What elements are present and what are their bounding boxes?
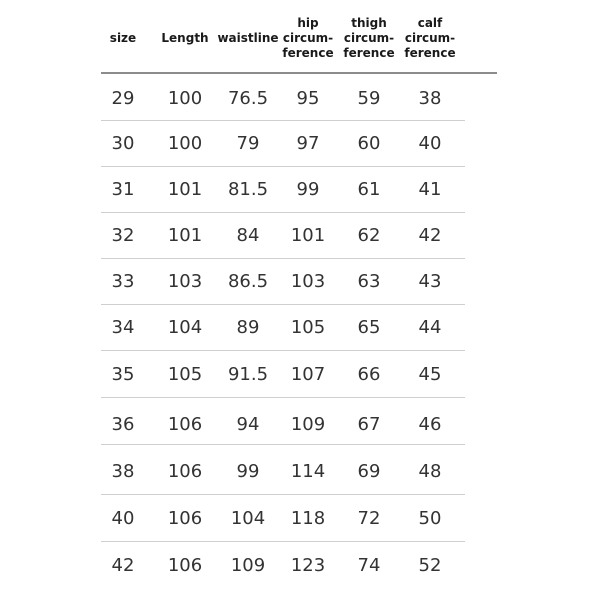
cell-calf-circumference: 45 bbox=[418, 364, 442, 385]
table-row bbox=[0, 496, 600, 542]
cell-calf-circumference: 52 bbox=[418, 555, 442, 576]
cell-length: 105 bbox=[167, 364, 203, 385]
cell-hip-circumference: 105 bbox=[290, 317, 326, 338]
table-row bbox=[0, 352, 600, 398]
cell-hip-circumference: 107 bbox=[290, 364, 326, 385]
cell-waistline: 94 bbox=[236, 414, 260, 435]
row-divider bbox=[101, 494, 465, 495]
cell-calf-circumference: 43 bbox=[418, 271, 442, 292]
cell-thigh-circumference: 67 bbox=[357, 414, 381, 435]
cell-waistline: 89 bbox=[236, 317, 260, 338]
cell-length: 100 bbox=[167, 88, 203, 109]
cell-thigh-circumference: 62 bbox=[357, 225, 381, 246]
header-line: circum- bbox=[404, 31, 456, 45]
cell-size: 40 bbox=[111, 508, 135, 529]
cell-size: 34 bbox=[111, 317, 135, 338]
row-divider bbox=[101, 304, 465, 305]
cell-calf-circumference: 46 bbox=[418, 414, 442, 435]
cell-waistline: 81.5 bbox=[227, 179, 269, 200]
cell-hip-circumference: 97 bbox=[296, 133, 320, 154]
cell-length: 106 bbox=[167, 414, 203, 435]
table-row bbox=[0, 449, 600, 495]
header-line: circum- bbox=[282, 31, 334, 45]
cell-size: 33 bbox=[111, 271, 135, 292]
cell-waistline: 99 bbox=[236, 461, 260, 482]
cell-size: 36 bbox=[111, 414, 135, 435]
cell-thigh-circumference: 74 bbox=[357, 555, 381, 576]
row-divider bbox=[101, 350, 465, 351]
cell-thigh-circumference: 72 bbox=[357, 508, 381, 529]
row-divider bbox=[101, 166, 465, 167]
header-line: Length bbox=[161, 31, 209, 45]
header-line: ference bbox=[282, 46, 334, 60]
row-divider bbox=[101, 541, 465, 542]
row-divider bbox=[101, 212, 465, 213]
cell-thigh-circumference: 69 bbox=[357, 461, 381, 482]
cell-size: 32 bbox=[111, 225, 135, 246]
cell-thigh-circumference: 60 bbox=[357, 133, 381, 154]
cell-hip-circumference: 99 bbox=[296, 179, 320, 200]
cell-waistline: 104 bbox=[230, 508, 266, 529]
header-line: thigh bbox=[351, 16, 387, 30]
cell-calf-circumference: 42 bbox=[418, 225, 442, 246]
header-waistline bbox=[217, 31, 278, 46]
cell-waistline: 109 bbox=[230, 555, 266, 576]
header-size bbox=[110, 31, 136, 46]
table-row bbox=[0, 402, 600, 448]
cell-calf-circumference: 50 bbox=[418, 508, 442, 529]
header-line: hip bbox=[297, 16, 319, 30]
cell-waistline: 79 bbox=[236, 133, 260, 154]
cell-thigh-circumference: 61 bbox=[357, 179, 381, 200]
header-thigh-circumference bbox=[343, 16, 394, 61]
cell-thigh-circumference: 66 bbox=[357, 364, 381, 385]
header-line: size bbox=[109, 31, 137, 45]
cell-calf-circumference: 48 bbox=[418, 461, 442, 482]
cell-length: 103 bbox=[167, 271, 203, 292]
cell-length: 106 bbox=[167, 508, 203, 529]
header-hip-circumference bbox=[282, 16, 333, 61]
table-row bbox=[0, 543, 600, 589]
row-divider bbox=[101, 444, 465, 445]
row-divider bbox=[101, 258, 465, 259]
row-divider bbox=[101, 397, 465, 398]
cell-hip-circumference: 109 bbox=[290, 414, 326, 435]
header-line: ference bbox=[404, 46, 456, 60]
table-header-row bbox=[0, 0, 600, 74]
cell-thigh-circumference: 59 bbox=[357, 88, 381, 109]
cell-length: 106 bbox=[167, 555, 203, 576]
cell-length: 104 bbox=[167, 317, 203, 338]
cell-hip-circumference: 95 bbox=[296, 88, 320, 109]
cell-calf-circumference: 38 bbox=[418, 88, 442, 109]
cell-hip-circumference: 103 bbox=[290, 271, 326, 292]
table-row bbox=[0, 213, 600, 259]
cell-size: 35 bbox=[111, 364, 135, 385]
table-row bbox=[0, 167, 600, 213]
table-row bbox=[0, 121, 600, 167]
table-row bbox=[0, 259, 600, 305]
row-divider bbox=[101, 120, 465, 121]
cell-size: 31 bbox=[111, 179, 135, 200]
cell-waistline: 76.5 bbox=[227, 88, 269, 109]
cell-size: 29 bbox=[111, 88, 135, 109]
header-length bbox=[161, 31, 208, 46]
cell-hip-circumference: 101 bbox=[290, 225, 326, 246]
table-row bbox=[0, 76, 600, 122]
header-line: calf bbox=[417, 16, 443, 30]
cell-calf-circumference: 40 bbox=[418, 133, 442, 154]
cell-waistline: 84 bbox=[236, 225, 260, 246]
cell-size: 42 bbox=[111, 555, 135, 576]
header-line: circum- bbox=[343, 31, 395, 45]
cell-length: 106 bbox=[167, 461, 203, 482]
cell-hip-circumference: 114 bbox=[290, 461, 326, 482]
header-line: waistline bbox=[217, 31, 279, 45]
cell-thigh-circumference: 65 bbox=[357, 317, 381, 338]
cell-thigh-circumference: 63 bbox=[357, 271, 381, 292]
cell-length: 100 bbox=[167, 133, 203, 154]
header-divider bbox=[101, 72, 497, 74]
cell-size: 38 bbox=[111, 461, 135, 482]
cell-hip-circumference: 123 bbox=[290, 555, 326, 576]
header-line: ference bbox=[343, 46, 395, 60]
header-calf-circumference bbox=[404, 16, 455, 61]
cell-length: 101 bbox=[167, 225, 203, 246]
cell-waistline: 91.5 bbox=[227, 364, 269, 385]
table-row bbox=[0, 305, 600, 351]
cell-hip-circumference: 118 bbox=[290, 508, 326, 529]
cell-calf-circumference: 41 bbox=[418, 179, 442, 200]
cell-calf-circumference: 44 bbox=[418, 317, 442, 338]
cell-length: 101 bbox=[167, 179, 203, 200]
cell-size: 30 bbox=[111, 133, 135, 154]
cell-waistline: 86.5 bbox=[227, 271, 269, 292]
